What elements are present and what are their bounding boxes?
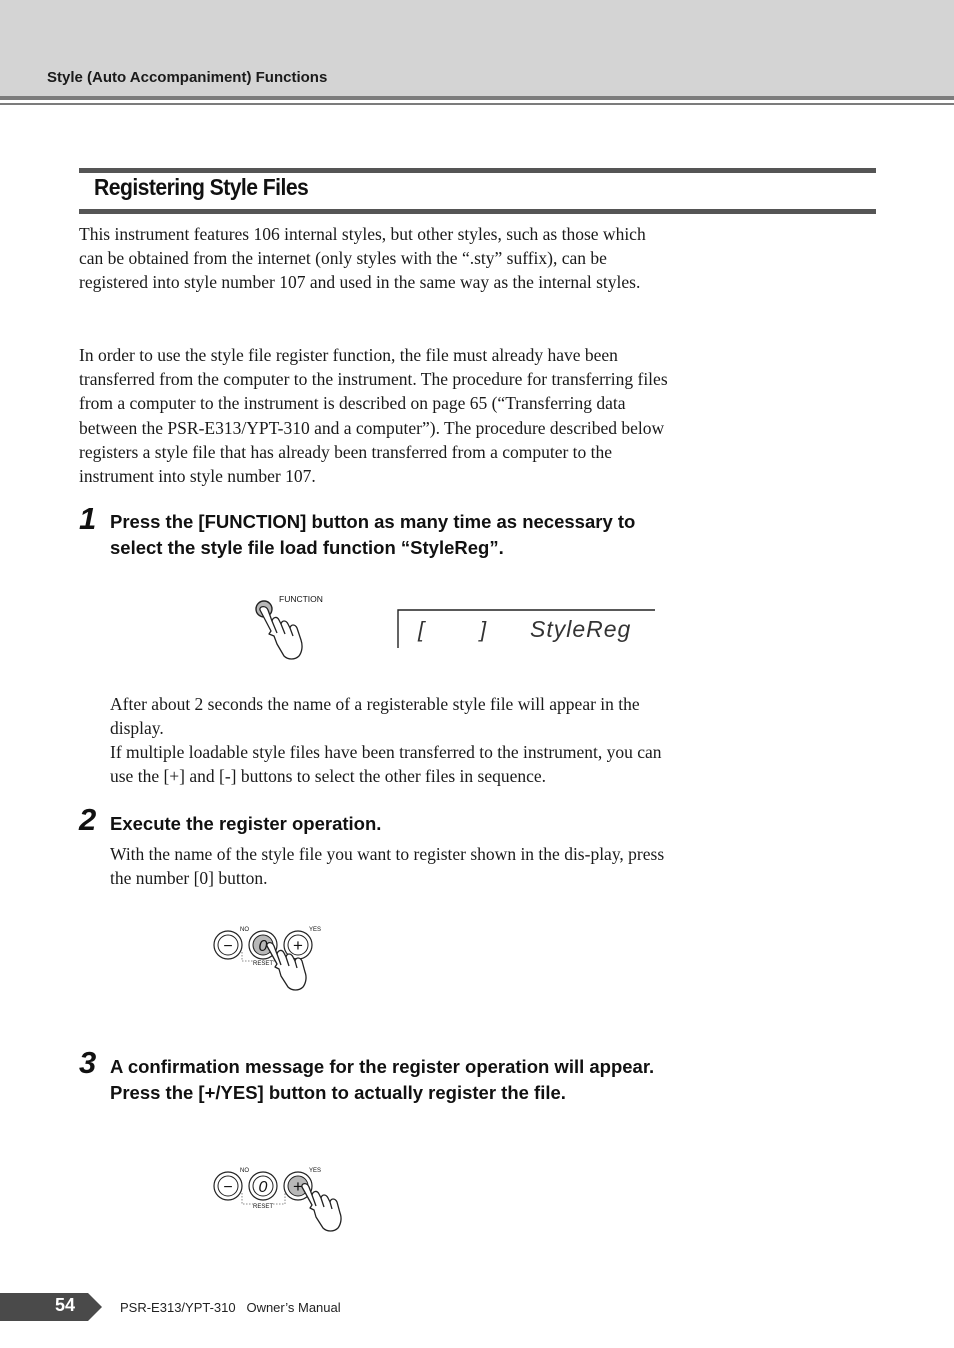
section-title: Registering Style Files xyxy=(94,174,309,200)
step-2-body-1: With the name of the style file you want to register shown in the dis-play, press the number [0] button. xyxy=(110,844,665,889)
header-rule xyxy=(0,96,954,100)
step-1-body-2: If multiple loadable style files have been transferred to the instrument, you can use the [+] and [-] buttons to select the other files in sequence. xyxy=(110,742,662,787)
number-buttons-illustration-step3 xyxy=(205,1160,355,1240)
number-buttons-illustration-step2 xyxy=(205,918,355,998)
step-number-1: 1 xyxy=(79,501,97,536)
svg-text:YES: YES xyxy=(309,927,322,933)
pointing-hand-icon xyxy=(302,1184,341,1231)
pointing-hand-icon xyxy=(260,607,302,659)
plus-icon: + xyxy=(293,1177,303,1196)
svg-text:NO: NO xyxy=(240,927,249,933)
page-number: 54 xyxy=(55,1295,76,1315)
step-heading-2: Execute the register operation. xyxy=(110,813,382,834)
title-rule-top xyxy=(79,168,876,173)
plus-icon: + xyxy=(293,936,303,955)
function-button-label: FUNCTION xyxy=(279,594,323,604)
step-heading-3: A confirmation message for the register operation will appear. Press the [+/YES] button to actually register the file. xyxy=(110,1056,655,1103)
svg-text:[: [ xyxy=(418,617,425,642)
minus-icon: − xyxy=(223,1179,233,1196)
step-1-body-1: After about 2 seconds the name of a registerable style file will appear in the display. xyxy=(110,694,640,739)
step-number-2: 2 xyxy=(79,802,97,837)
step-heading-1: Press the [FUNCTION] button as many time as necessary to select the style file load function “StyleReg”. xyxy=(110,511,636,558)
zero-glyph: 0 xyxy=(258,1179,268,1196)
svg-text:NO: NO xyxy=(240,1168,249,1174)
svg-text:RESET: RESET xyxy=(253,961,274,967)
title-rule-bottom xyxy=(79,209,876,214)
page-number-tab xyxy=(0,1293,105,1321)
lcd-text: StyleReg xyxy=(530,616,632,642)
minus-icon: − xyxy=(223,938,233,955)
intro-paragraph-2: In order to use the style file register function, the file must already have been transferred from the computer to the instrument. The procedure for transferring files from a computer to the instrument is described on page 65 (“Transferring data between the PSR-E313/YPT-310 and a computer”). The procedure described below registers a style file that has already been transferred from a computer to the instrument into style number 107. xyxy=(79,345,668,487)
manual-name: PSR-E313/YPT-310 Owner’s Manual xyxy=(120,1300,341,1315)
function-button-illustration xyxy=(250,588,670,668)
svg-text:]: ] xyxy=(480,617,487,642)
step-number-3: 3 xyxy=(79,1045,97,1080)
intro-paragraph-1: This instrument features 106 internal styles, but other styles, such as those which can be obtained from the internet (only styles with the “.sty” suffix), can be registered into style number 107 and used in the same way as the internal styles. xyxy=(79,224,646,293)
header-rule-thin xyxy=(0,103,954,105)
svg-text:RESET: RESET xyxy=(253,1204,274,1210)
zero-glyph: 0 xyxy=(258,938,268,955)
chapter-label: Style (Auto Accompaniment) Functions xyxy=(47,69,328,86)
svg-text:YES: YES xyxy=(309,1168,322,1174)
lcd-display xyxy=(398,610,655,648)
